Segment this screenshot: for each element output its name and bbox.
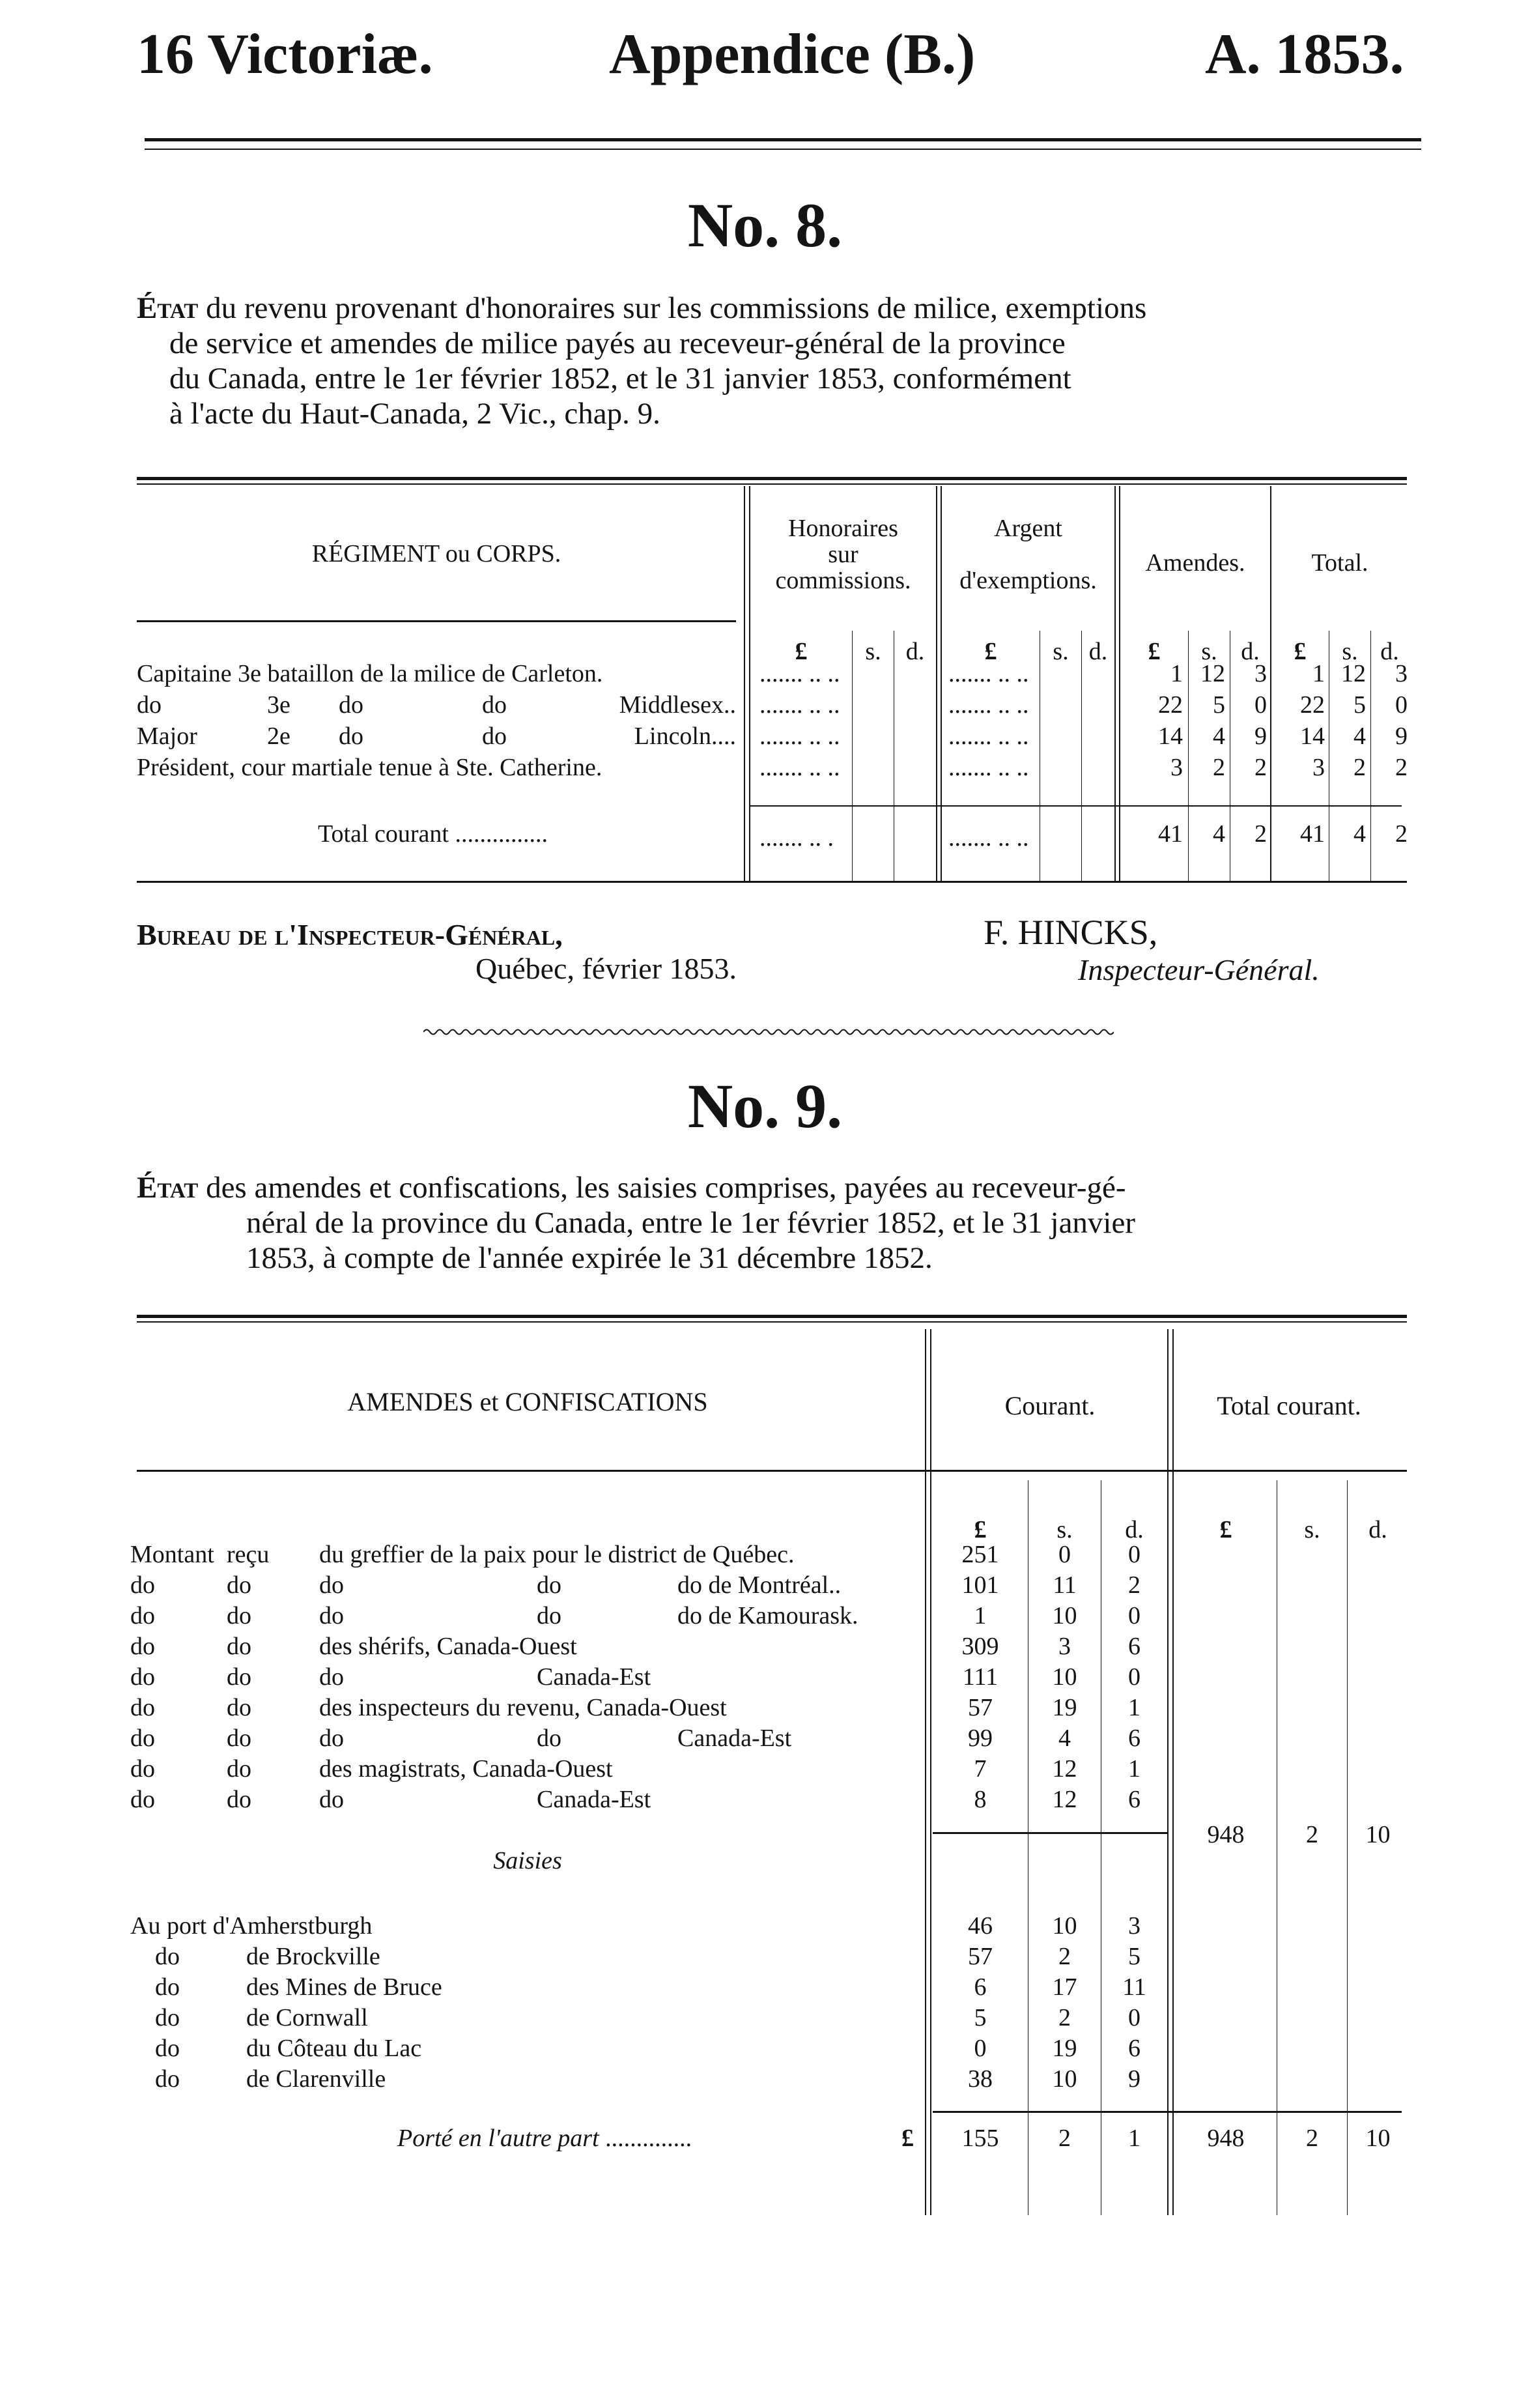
no9-intro-lead: État	[137, 1171, 199, 1205]
no9-amendes-label-part: do	[130, 1786, 155, 1813]
no8-row-dots: ....... .. ..	[759, 723, 840, 750]
no8-row-dots: ....... .. ..	[759, 691, 840, 719]
no9-amendes-s: 3	[1058, 1633, 1071, 1660]
no9-amendes-l: 251	[961, 1541, 999, 1568]
no8-col-amendes: Amendes.	[1145, 549, 1245, 577]
no9-amendes-label-part: do	[130, 1725, 155, 1752]
no9-amendes-s: 4	[1058, 1725, 1071, 1752]
no9-saisies-s: 2	[1058, 1943, 1071, 1970]
no9-porte-total-l: 948	[1207, 2125, 1245, 2152]
no9-vrule	[930, 1329, 931, 2215]
no9-porte-courant-l: 155	[961, 2125, 999, 2152]
no9-porte-total-d: 10	[1365, 2125, 1391, 2152]
no9-amendes-label-part: do	[227, 1571, 251, 1599]
no8-row-total-l: 3	[1312, 754, 1325, 781]
no9-saisies-s: 19	[1052, 2035, 1077, 2062]
no9-saisies-l: 38	[968, 2065, 993, 2093]
no9-amendes-d: 1	[1128, 1755, 1140, 1783]
wavy-divider	[423, 1027, 1114, 1037]
no8-row-total-d: 3	[1395, 660, 1408, 687]
no9-table-top-rule-thin	[137, 1321, 1407, 1323]
no9-porte-courant-s: 2	[1058, 2125, 1071, 2152]
no9-saisies-heading: Saisies	[493, 1847, 562, 1874]
no9-saisies-do: do	[155, 2035, 180, 2062]
no9-col-main: AMENDES et CONFISCATIONS	[347, 1387, 708, 1416]
header-left: 16 Victoriæ.	[137, 23, 433, 86]
no9-saisies-s: 17	[1052, 1973, 1077, 2001]
no8-row-label-part: 3e	[267, 691, 290, 719]
no8-header-sep	[137, 620, 736, 622]
no8-row-total-l: 1	[1312, 660, 1325, 687]
no8-lsd-s: s.	[1201, 638, 1217, 665]
no9-amendes-label-part: Canada-Est	[677, 1725, 792, 1752]
no9-amendes-label-part: do de Montréal..	[677, 1571, 842, 1599]
no9-amendes-label-part: do	[227, 1725, 251, 1752]
no8-row-label-part: Major	[137, 723, 197, 750]
header-right: A. 1853.	[1205, 23, 1404, 86]
no9-porte-currency: £	[901, 2125, 914, 2152]
no8-col-argent-2: d'exemptions.	[959, 567, 1097, 594]
no8-row-amendes-s: 4	[1213, 723, 1225, 750]
no8-col-honoraires-1: Honoraires	[788, 515, 898, 542]
no8-lsd-d: d.	[1380, 638, 1399, 665]
no9-saisies-l: 5	[974, 2004, 987, 2031]
no8-row-amendes-l: 3	[1170, 754, 1183, 781]
no8-lsd-d: d.	[905, 638, 925, 665]
no9-saisies-l: 6	[974, 1973, 987, 2001]
no9-header-sep	[137, 1470, 1407, 1472]
no8-row-total-d: 9	[1395, 723, 1408, 750]
no9-intro-line-1: des amendes et confiscations, les saisies comprises, payées au receveur-gé-	[198, 1171, 1126, 1205]
no8-row-dots: ....... .. ..	[948, 691, 1029, 719]
no9-amendes-label-part: do	[537, 1602, 561, 1629]
no8-lsd-pound: £	[1294, 638, 1307, 665]
no8-row-amendes-s: 12	[1200, 660, 1225, 687]
no8-sig-title: Inspecteur-Général.	[1078, 953, 1320, 986]
no8-row-dots: ....... .. ..	[948, 754, 1029, 781]
no9-amendes-label-part: do	[319, 1602, 344, 1629]
no8-row-dots: ....... .. ..	[948, 660, 1029, 687]
no9-lsd-d: d.	[1125, 1516, 1144, 1543]
no8-intro-line-4: à l'acte du Haut-Canada, 2 Vic., chap. 9.	[169, 397, 660, 431]
no9-saisies-d: 9	[1128, 2065, 1140, 2093]
no8-col-honoraires-2: sur	[828, 541, 858, 568]
no8-total-amendes-d: 2	[1254, 820, 1267, 848]
no9-amendes-l: 99	[968, 1725, 993, 1752]
no9-porte-row: Porté en l'autre part ..............	[397, 2125, 692, 2152]
no8-row-label-part: Middlesex..	[619, 691, 736, 719]
no9-saisies-label: de Brockville	[246, 1943, 380, 1970]
no8-row-dots: ....... .. ..	[759, 660, 840, 687]
no9-saisies-s: 2	[1058, 2004, 1071, 2031]
no9-amendes-l: 57	[968, 1694, 993, 1721]
no9-lsd-d: d.	[1368, 1516, 1387, 1543]
no8-row-amendes-d: 0	[1254, 691, 1267, 719]
no9-amendes-label-part: do	[130, 1571, 155, 1599]
header-center: Appendice (B.)	[609, 23, 976, 86]
no9-lsd-s: s.	[1304, 1516, 1320, 1543]
no8-sig-office-text: Bureau de l'Inspecteur-Général,	[137, 918, 563, 951]
no8-vrule	[1114, 486, 1116, 881]
no9-amendes-d: 2	[1128, 1571, 1140, 1599]
no8-intro-line-1: du revenu provenant d'honoraires sur les commissions de milice, exemptions	[198, 291, 1147, 325]
no8-row-amendes-s: 5	[1213, 691, 1225, 719]
no8-col-honoraires	[750, 513, 936, 595]
no8-row-total-l: 14	[1300, 723, 1325, 750]
no9-porte-label: Porté en l'autre part	[397, 2125, 599, 2152]
no8-row-label-part: Lincoln....	[634, 723, 736, 750]
no8-total-dots-arg: ....... .. ..	[948, 824, 1029, 852]
no9-sum-rule	[933, 1832, 1167, 1834]
no8-row-amendes-l: 22	[1158, 691, 1183, 719]
no8-intro-line-3: du Canada, entre le 1er février 1852, et le 31 janvier 1853, conformément	[169, 362, 1071, 395]
no8-intro-line-2: de service et amendes de milice payés au receveur-général de la province	[169, 326, 1066, 360]
no9-title: No. 9.	[687, 1071, 843, 1141]
no9-saisies-s: 10	[1052, 2065, 1077, 2093]
no9-amendes-d: 1	[1128, 1694, 1140, 1721]
no8-lsd-d: d.	[1241, 638, 1260, 665]
no8-sig-office	[137, 917, 563, 952]
no9-amendes-label-part: des inspecteurs du revenu, Canada-Ouest	[319, 1694, 727, 1721]
no9-saisies-label: de Clarenville	[246, 2065, 386, 2093]
no8-col-regiment: RÉGIMENT ou CORPS.	[311, 540, 561, 567]
no9-vrule	[925, 1329, 926, 2215]
no8-table-top-rule	[137, 477, 1407, 480]
no8-total-total-d: 2	[1395, 820, 1408, 848]
no9-amendes-s: 0	[1058, 1541, 1071, 1568]
no9-amendes-label-part: do	[227, 1602, 251, 1629]
no9-lsd-s: s.	[1056, 1516, 1073, 1543]
no9-amendes-s: 11	[1053, 1571, 1077, 1599]
no9-saisies-label: du Côteau du Lac	[246, 2035, 422, 2062]
no9-intro	[137, 1170, 1426, 1276]
no8-total-row: Total courant ...............	[318, 820, 548, 848]
no9-amendes-label-part: do de Kamourask.	[677, 1602, 858, 1629]
no9-amendes-label-part: do	[319, 1663, 344, 1691]
no8-row-label-part: do	[339, 691, 363, 719]
no8-row-label-part: do	[482, 691, 507, 719]
no9-saisies-d: 11	[1122, 1973, 1146, 2001]
no8-total-amendes-l: 41	[1158, 820, 1183, 848]
no9-amendes-label-part: do	[227, 1694, 251, 1721]
no8-lsd-pound: £	[984, 638, 997, 665]
no9-lsd-pound: £	[1219, 1516, 1232, 1543]
no8-col-argent	[942, 513, 1114, 595]
no8-sig-place: Québec, février 1853.	[475, 952, 737, 985]
no8-total-label: Total courant	[318, 820, 449, 848]
no9-saisies-s: 10	[1052, 1912, 1077, 1940]
no8-intro-lead: État	[137, 291, 199, 325]
no9-col-courant: Courant.	[1004, 1391, 1096, 1420]
no9-amendes-total-s: 2	[1306, 1821, 1318, 1848]
no9-amendes-label-part: do	[227, 1786, 251, 1813]
no8-col-honoraires-3: commissions.	[775, 567, 911, 594]
no8-lsd-pound: £	[795, 638, 808, 665]
no9-amendes-s: 10	[1052, 1663, 1077, 1691]
no9-amendes-label-part: des magistrats, Canada-Ouest	[319, 1755, 613, 1783]
no9-vrule	[1167, 1329, 1169, 2215]
no9-saisies-d: 5	[1128, 1943, 1140, 1970]
no9-amendes-total-l: 948	[1207, 1821, 1245, 1848]
no9-saisies-d: 6	[1128, 2035, 1140, 2062]
no9-amendes-s: 12	[1052, 1786, 1077, 1813]
no8-row-total-s: 5	[1353, 691, 1366, 719]
no8-row-amendes-l: 1	[1170, 660, 1183, 687]
no9-amendes-d: 0	[1128, 1663, 1140, 1691]
no9-amendes-label-part: do	[319, 1786, 344, 1813]
no9-amendes-d: 6	[1128, 1786, 1140, 1813]
no8-sig-name: F. HINCKS,	[984, 913, 1158, 952]
no9-lsd-pound: £	[974, 1516, 987, 1543]
no9-saisies-do: do	[155, 2004, 180, 2031]
no9-amendes-label-part: Montant	[130, 1541, 214, 1568]
no9-intro-line-2: néral de la province du Canada, entre le 1er février 1852, et le 31 janvier	[246, 1206, 1135, 1240]
no9-amendes-s: 19	[1052, 1694, 1077, 1721]
no9-amendes-total-d: 10	[1365, 1821, 1391, 1848]
no8-total-amendes-s: 4	[1213, 820, 1225, 848]
no8-intro	[137, 291, 1426, 431]
no9-amendes-l: 101	[961, 1571, 999, 1599]
no9-amendes-label-part: do	[537, 1571, 561, 1599]
no9-amendes-label-part: do	[130, 1602, 155, 1629]
no9-table-top-rule	[137, 1315, 1407, 1318]
no9-amendes-l: 111	[962, 1663, 999, 1691]
no9-amendes-s: 10	[1052, 1602, 1077, 1629]
no8-row-amendes-d: 2	[1254, 754, 1267, 781]
no9-amendes-d: 0	[1128, 1541, 1140, 1568]
no8-lsd-pound: £	[1148, 638, 1161, 665]
no8-title: No. 8.	[687, 190, 843, 260]
no9-porte-courant-d: 1	[1128, 2125, 1140, 2152]
no8-table-top-rule-thin	[137, 483, 1407, 485]
no9-col-total-courant: Total courant.	[1217, 1391, 1361, 1420]
no9-intro-line-3: 1853, à compte de l'année expirée le 31 décembre 1852.	[246, 1241, 933, 1275]
no8-row-total-s: 4	[1353, 723, 1366, 750]
no8-row-dots: ....... .. ..	[759, 754, 840, 781]
no8-row-total-d: 2	[1395, 754, 1408, 781]
no8-row-label-part: do	[137, 691, 162, 719]
no9-amendes-label-part: Canada-Est	[537, 1786, 651, 1813]
no8-total-dots-hon: ....... .. .	[759, 824, 834, 852]
no8-row-label: Capitaine 3e bataillon de la milice de Carleton.	[137, 660, 603, 687]
no9-amendes-l: 8	[974, 1786, 987, 1813]
no8-row-total-s: 12	[1341, 660, 1366, 687]
no8-lsd-d: d.	[1088, 638, 1108, 665]
no9-amendes-label-part: do	[130, 1694, 155, 1721]
no9-amendes-l: 1	[974, 1602, 987, 1629]
no8-total-total-s: 4	[1353, 820, 1366, 848]
no9-amendes-label-part: do	[130, 1633, 155, 1660]
no9-amendes-label-part: do	[537, 1725, 561, 1752]
no9-saisies-l: 0	[974, 2035, 987, 2062]
no9-amendes-label-part: Canada-Est	[537, 1663, 651, 1691]
no9-amendes-d: 6	[1128, 1725, 1140, 1752]
no9-saisies-do: do	[155, 1943, 180, 1970]
no8-row-label-part: do	[482, 723, 507, 750]
no9-saisies-l: 57	[968, 1943, 993, 1970]
no8-col-total: Total.	[1311, 549, 1368, 577]
no9-amendes-label-part: reçu	[227, 1541, 270, 1568]
no8-row-total-s: 2	[1353, 754, 1366, 781]
no8-row-dots: ....... .. ..	[948, 723, 1029, 750]
no9-amendes-label-part: do	[227, 1663, 251, 1691]
no8-col-argent-1: Argent	[994, 515, 1062, 542]
no9-amendes-s: 12	[1052, 1755, 1077, 1783]
no9-amendes-label-part: du greffier de la paix pour le district de Québec.	[319, 1541, 795, 1568]
no8-row-amendes-d: 3	[1254, 660, 1267, 687]
no9-saisies-label: Au port d'Amherstburgh	[130, 1912, 373, 1940]
no9-amendes-label-part: do	[130, 1755, 155, 1783]
no9-saisies-d: 0	[1128, 2004, 1140, 2031]
no9-amendes-d: 0	[1128, 1602, 1140, 1629]
no8-row-label: Président, cour martiale tenue à Ste. Catherine.	[137, 754, 602, 781]
no9-amendes-label-part: do	[130, 1663, 155, 1691]
no9-amendes-l: 7	[974, 1755, 987, 1783]
no9-saisies-d: 3	[1128, 1912, 1140, 1940]
no9-amendes-d: 6	[1128, 1633, 1140, 1660]
no8-vrule	[744, 486, 745, 881]
no9-saisies-l: 46	[968, 1912, 993, 1940]
no9-saisies-do: do	[155, 2065, 180, 2093]
no9-amendes-label-part: do	[227, 1633, 251, 1660]
no8-row-label-part: 2e	[267, 723, 290, 750]
no8-lsd-s: s.	[865, 638, 881, 665]
no8-lsd-s: s.	[1053, 638, 1069, 665]
no9-saisies-label: de Cornwall	[246, 2004, 368, 2031]
no9-amendes-label-part: do	[319, 1571, 344, 1599]
no9-amendes-l: 309	[961, 1633, 999, 1660]
no9-sum-rule-2	[933, 2111, 1402, 2113]
no9-amendes-label-part: do	[319, 1725, 344, 1752]
no8-row-amendes-d: 9	[1254, 723, 1267, 750]
no9-saisies-do: do	[155, 1973, 180, 2001]
no8-vrule	[936, 486, 937, 881]
no9-amendes-label-part: do	[227, 1755, 251, 1783]
no9-amendes-label-part: des shérifs, Canada-Ouest	[319, 1633, 577, 1660]
no8-row-total-l: 22	[1300, 691, 1325, 719]
header-rule	[145, 138, 1421, 141]
no9-saisies-label: des Mines de Bruce	[246, 1973, 442, 2001]
no9-vrule	[1172, 1329, 1174, 2215]
no8-sum-rule	[750, 805, 1402, 807]
no8-table-bottom-rule	[137, 881, 1407, 883]
no8-row-amendes-s: 2	[1213, 754, 1225, 781]
header-rule-thin	[145, 149, 1421, 150]
no8-total-total-l: 41	[1300, 820, 1325, 848]
no8-row-amendes-l: 14	[1158, 723, 1183, 750]
no8-row-total-d: 0	[1395, 691, 1408, 719]
no8-row-label-part: do	[339, 723, 363, 750]
no8-lsd-s: s.	[1342, 638, 1358, 665]
no9-porte-total-s: 2	[1306, 2125, 1318, 2152]
